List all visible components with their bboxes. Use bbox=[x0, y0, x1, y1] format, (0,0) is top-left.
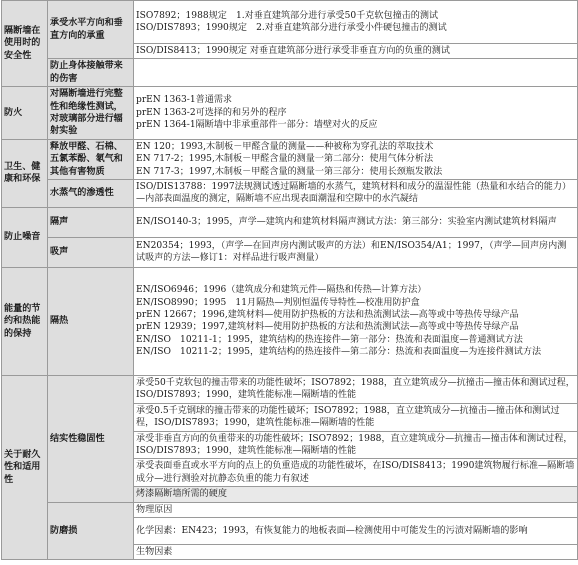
category-cell: 防止噪音 bbox=[2, 207, 48, 267]
category-cell: 隔断墙在使用时的安全性 bbox=[2, 1, 48, 87]
standards-table bbox=[1, 0, 578, 560]
subcategory-cell: 防磨损 bbox=[48, 502, 134, 560]
standard-line: EN/ISO 10211-2；1995，建筑结构的热连接件—第二部分：热流和表面温度—为连接件测试方法 bbox=[136, 347, 542, 358]
table-row bbox=[2, 502, 578, 517]
standard-line: EN20354；1993，（声学—在回声房内测试吸声的方法）和EN/ISO354/A1；1997，（声学—回声房内测试吸声的方法—修订1：对样品进行吸声测量） bbox=[136, 240, 567, 264]
standard-line: EN/ISO140-3；1995，声学—建筑内和建筑材料隔声测试方法：第三部分：实验室内测试建筑材料隔声 bbox=[136, 217, 557, 228]
standard-cell bbox=[134, 87, 578, 140]
standard-cell bbox=[134, 403, 578, 431]
standard-line: prEN 12939；1997,建筑材料—使用防护热板的方法和热流测试法—高等或中等热传导绿产品 bbox=[136, 322, 519, 333]
standard-line: 承受表面垂直或水平方向的点上的负重造成的功能性破坏，在ISO/DIS8413；1990建筑物履行标准—隔断墙成分—进行测验对抗静态负重的能力有叙述 bbox=[136, 461, 575, 484]
standard-cell bbox=[134, 517, 578, 544]
standard-line: prEN 1363-1普通需求 bbox=[136, 95, 233, 106]
standard-line: 承受50千克软包的撞击带来的功能性破坏；ISO7892；1988，直立建筑成分—抗撞击—撞击体和测试过程，ISO/DIS7893；1990，建筑性能标准—隔断墙的性能 bbox=[136, 377, 575, 401]
standard-line: ISO/DIS13788：1997法规测试透过隔断墙的水蒸气，建筑材料和成分的温湿性能（热量和水结合的能力）—内部表面温度的测定，隔断墙不应出现表面潮湿和空隙中的水汽凝结 bbox=[136, 182, 572, 205]
table-row bbox=[2, 87, 578, 140]
standard-cell bbox=[134, 502, 578, 517]
standard-line: 生物因素 bbox=[136, 546, 173, 557]
standard-line: 承受非垂直方向的负重带来的功能性破坏；ISO7892；1988，直立建筑成分—抗撞击—撞击体和测试过程，ISO/DIS7893；1990，建筑性能标准—隔断墙的性能 bbox=[136, 433, 573, 456]
standard-line: ISO/DIS7893；1990规定 2.对垂直建筑部分进行承受小件硬包撞击的测试 bbox=[136, 23, 447, 33]
category-cell: 关于耐久性和适用性 bbox=[2, 375, 48, 559]
table-row bbox=[2, 1, 578, 44]
standard-line: EN/ISO6946；1996（建筑成分和建筑元件—隔热和传热—计算方法） bbox=[136, 285, 427, 296]
standard-cell bbox=[134, 1, 578, 44]
standard-cell bbox=[134, 237, 578, 267]
standard-cell bbox=[134, 180, 578, 208]
table-row bbox=[2, 59, 578, 87]
standard-cell bbox=[134, 267, 578, 375]
standard-cell bbox=[134, 544, 578, 559]
standard-cell bbox=[134, 459, 578, 487]
standard-line: ISO7892；1988规定 1.对垂直建筑部分进行承受50千克软包撞击的测试 bbox=[136, 10, 439, 21]
standard-line: 烤漆隔断墙所需的硬度 bbox=[136, 489, 227, 500]
subcategory-cell: 结实性稳固性 bbox=[48, 375, 134, 502]
subcategory-cell: 承受水平方向和垂直方向的承重 bbox=[48, 1, 134, 59]
standard-line: 物理原因 bbox=[136, 504, 173, 515]
standard-cell bbox=[134, 59, 578, 87]
subcategory-cell: 吸声 bbox=[48, 237, 134, 267]
subcategory-cell: 隔热 bbox=[48, 267, 134, 375]
standard-line: ISO/DIS8413；1990规定 对垂直建筑部分进行承受非垂直方向的负重的测试 bbox=[136, 46, 450, 56]
standard-cell bbox=[134, 139, 578, 179]
table-row bbox=[2, 267, 578, 375]
standard-line: prEN 1363-2可选择的和另外的程序 bbox=[136, 107, 287, 118]
category-cell: 能量的节约和热能的保持 bbox=[2, 267, 48, 375]
subcategory-cell: 释放甲醛、石棉、五氯苯酚、氡气和其他有害物质 bbox=[48, 139, 134, 179]
standard-cell bbox=[134, 487, 578, 502]
standard-cell bbox=[134, 431, 578, 459]
standard-cell bbox=[134, 207, 578, 237]
category-cell: 卫生、健康和环保 bbox=[2, 139, 48, 207]
subcategory-cell: 隔声 bbox=[48, 207, 134, 237]
standard-line: EN/ISO 10211-1；1995，建筑结构的热连接件—第一部分：热流和表面温度—普通测试方法 bbox=[136, 334, 523, 345]
subcategory-cell: 水蒸气的渗透性 bbox=[48, 180, 134, 208]
subcategory-cell: 防止身体接触带来的伤害 bbox=[48, 59, 134, 87]
table-row bbox=[2, 180, 578, 208]
category-cell: 防火 bbox=[2, 87, 48, 140]
table-row bbox=[2, 139, 578, 179]
table-row bbox=[2, 237, 578, 267]
subcategory-cell: 对隔断墙进行完整性和绝缘性测试，对玻璃部分进行辐射实验 bbox=[48, 87, 134, 140]
standard-line: EN 717-3；1997,木制板－甲醛含量的测量一第三部分：使用长颈瓶发散法 bbox=[136, 166, 443, 177]
standard-line: 化学因素：EN423；1993，有恢复能力的地板表面—检测使用中可能发生的污渍对隔断墙的影响 bbox=[136, 525, 528, 536]
standard-line: EN/ISO8990；1995 11月隔热—判别恒温传导特性—校准用防护盒 bbox=[136, 297, 420, 308]
table-row bbox=[2, 207, 578, 237]
standard-line: prEN 12667；1996,建筑材料—使用防护热板的方法和热流测试法—高等或中等热传导绿产品 bbox=[136, 309, 519, 320]
standard-line: EN 120；1993,木制板－甲醛含量的测量——种被称为穿孔法的萃取技术 bbox=[136, 141, 434, 152]
standard-cell bbox=[134, 44, 578, 59]
standard-cell bbox=[134, 375, 578, 403]
standard-line: 承受0.5千克钢球的撞击带来的功能性破坏；ISO7892；1988，直立建筑成分—抗撞击—撞击体和测试过程，ISO/DIS7893；1990，建筑性能标准—隔断墙的性能 bbox=[136, 405, 560, 429]
table-row bbox=[2, 375, 578, 403]
standard-line: prEN 1364-1隔断墙中非承重部件一部分：墙壁对火的反应 bbox=[136, 120, 378, 131]
standard-line: EN 717-2；1995,木制板－甲醛含量的测量一第二部分：使用气体分析法 bbox=[136, 154, 434, 165]
